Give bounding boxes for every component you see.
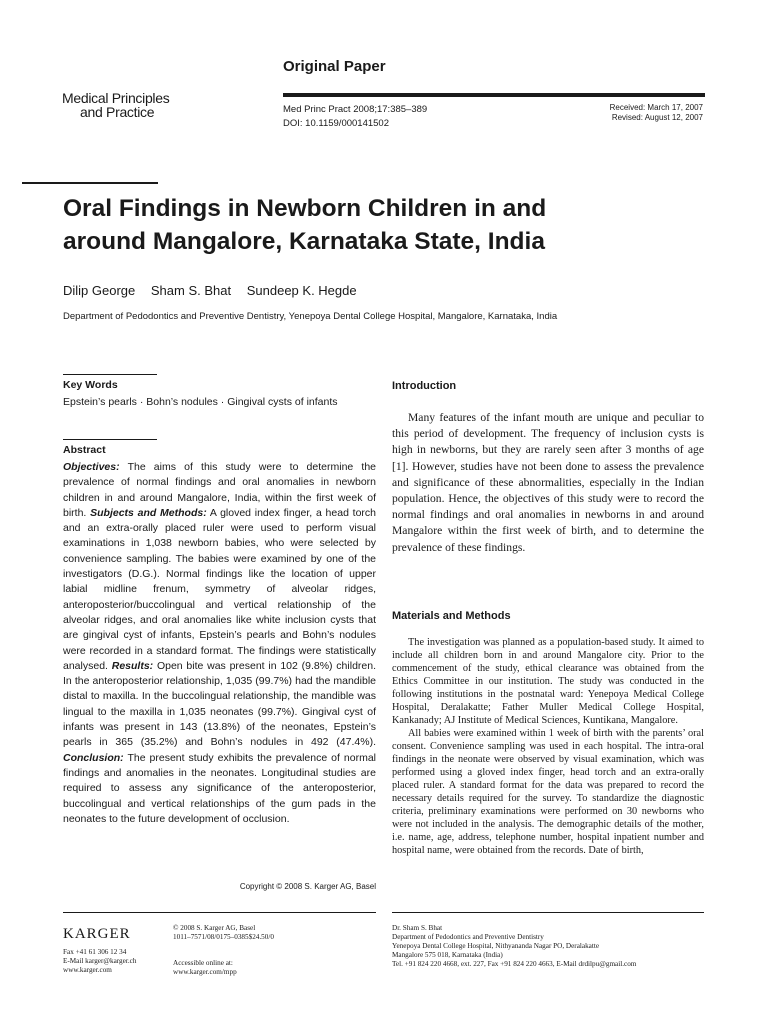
abstract-body xyxy=(63,460,376,827)
online-access xyxy=(173,959,237,977)
publisher-email[interactable]: E-Mail karger@karger.ch xyxy=(63,957,137,965)
publisher-logo: KARGER xyxy=(63,926,131,942)
journal-logo-line1: Medical Principles xyxy=(62,90,170,106)
header-rule xyxy=(283,93,705,97)
paper-type-label: Original Paper xyxy=(283,58,386,75)
introduction-body: Many features of the infant mouth are unique and peculiar to this period of development. The frequency of inclusion cysts is high in newborns, but they are rarely seen after 3 months of age [1]. However, studies have not been done to assess the prevalence and significance of these abnormalities, especially in the Indian population. Hence, the objectives of this study were to record the normal findings and oral anomalies in newborns in and around Mangalore within the first week of birth, and to determine the prevalence of these findings. xyxy=(392,411,704,554)
author-list xyxy=(63,283,369,298)
methods-body xyxy=(392,636,704,857)
results-label: Results: xyxy=(111,659,154,672)
conclusion-text: The present study exhibits the prevalence of normal findings and anomalies in the neonates. Longitudinal studies are required to assess any significance of the anteroposterior, buccolingual and vertical relationships of the gum pads in the neonates to the future development of occlusion. xyxy=(63,751,376,825)
article-title xyxy=(63,192,703,258)
online-access-label: Accessible online at: xyxy=(173,959,233,967)
author-3: Sundeep K. Hegde xyxy=(246,283,357,298)
journal-logo xyxy=(62,91,169,119)
license-info xyxy=(173,924,274,942)
title-line-2: around Mangalore, Karnataka State, India xyxy=(63,228,545,255)
title-rule xyxy=(22,182,158,184)
author-1: Dilip George xyxy=(63,283,136,298)
objectives-label: Objectives: xyxy=(63,461,120,473)
publisher-contact xyxy=(63,948,136,975)
correspondence-address xyxy=(392,924,707,969)
abstract-heading: Abstract xyxy=(63,444,106,456)
introduction-heading: Introduction xyxy=(392,380,457,392)
footer-rule-right xyxy=(392,912,704,913)
publisher-website[interactable]: www.karger.com xyxy=(63,966,112,974)
copyright-notice: Copyright © 2008 S. Karger AG, Basel xyxy=(239,882,376,891)
citation-block xyxy=(283,103,427,131)
corr-department: Department of Pedodontics and Preventive Dentistry xyxy=(392,933,544,941)
abstract-rule xyxy=(63,439,157,440)
citation: Med Princ Pract 2008;17:385–389 xyxy=(283,104,428,115)
conclusion-label: Conclusion: xyxy=(63,751,124,764)
methods-paragraph-1: The investigation was planned as a population-based study. It aimed to include all children born in and around Mangalore city. Prior to the commencement of the study, ethical clearance was obtained from the Ethics Committee in our institution. The study was conducted in the following institutions in the postnatal ward: Yenepoya Medical College Hospital, Deralakatte; Father Muller Medical College Hospital, Kankanady; AJ Institute of Medical Sciences, Kuntikana, Mangalore. xyxy=(392,637,704,726)
journal-logo-line2: and Practice xyxy=(80,104,155,120)
corr-contact: Tel. +91 824 220 4668, ext. 227, Fax +91 824 220 4663, E-Mail drdilpu@gmail.com xyxy=(392,960,637,968)
methods-paragraph-2: All babies were examined within 1 week of birth with the parents’ oral consent. Convenience sampling was used in each hospital. The intra-oral findings in the neonate were observed by visual examination, which was performed using a gloved index finger, head torch and an extra-orally placed ruler. A standard format for the data was prepared to record the necessary details required for the survey. To standardize the diagnostic criteria, preliminary examinations were performed on 30 newborns who were not included in the analysis. The demographic details of the mother, i.e. name, age, address, telephone number, hospital inpatient number and hospital name, were obtained from the records. Date of birth, xyxy=(392,728,704,856)
corr-name: Dr. Sham S. Bhat xyxy=(392,924,443,932)
author-2: Sham S. Bhat xyxy=(150,283,232,298)
footer-rule-left xyxy=(63,912,376,913)
affiliation: Department of Pedodontics and Preventive Dentistry, Yenepoya Dental College Hospital, Mangalore, Karnataka, India xyxy=(63,311,558,322)
online-access-url[interactable]: www.karger.com/mpp xyxy=(173,968,237,976)
keywords-heading: Key Words xyxy=(63,379,118,391)
methods-heading: Materials and Methods xyxy=(392,610,511,622)
title-line-1: Oral Findings in Newborn Children in and xyxy=(63,195,547,222)
results-text: Open bite was present in 102 (9.8%) children. In the anteroposterior relationship, 1,035 (99.7%) had the mandible distal to maxilla. In the buccolingual relationship, the mandible was lingual to the maxilla in 1,035 neonates (99.7%). Gingival cyst of infants was present in 143 (13.8%) of the neonates, Epstein’s pearls in 365 (35.2%) and Bohn’s nodules in 492 (47.4%). xyxy=(63,659,376,749)
corr-address-2: Mangalore 575 018, Karnataka (India) xyxy=(392,951,503,959)
methods-abstract-text: A gloved index finger, a head torch and an extra-orally placed ruler were used to perform visual examinations in 1,038 newborn babies, who were selected by convenience sampling. The babies were examined by one of the investigators (D.G.). Normal findings like the location of upper labial midline frenum, symmetry of alveolar ridges, anteroposterior/buccolingual and vertical relationship of the alveolar ridges, and oral anomalies like white inclusion cysts that are gingival cyst of infants, Epstein’s pearls and Bohn’s nodules were recorded in a standard format. The findings were statistically analysed. xyxy=(63,506,377,672)
keywords-rule xyxy=(63,374,157,375)
keywords-text: Epstein’s pearls · Bohn’s nodules · Gingival cysts of infants xyxy=(63,396,338,408)
publisher-fax: Fax +41 61 306 12 34 xyxy=(63,948,127,956)
methods-label: Subjects and Methods: xyxy=(90,506,207,519)
license-copyright: © 2008 S. Karger AG, Basel xyxy=(173,924,256,932)
objectives-text: The aims of this study were to determine the prevalence of normal findings and oral anomalies in newborn children in and around Mangalore, India, within the first week of birth. xyxy=(63,461,376,519)
license-code: 1011–7571/08/0175–0385$24.50/0 xyxy=(173,933,274,941)
received-date: Received: March 17, 2007 xyxy=(609,103,703,112)
revised-date: Revised: August 12, 2007 xyxy=(611,113,703,122)
doi[interactable]: DOI: 10.1159/000141502 xyxy=(283,118,389,129)
dates-block xyxy=(555,103,703,123)
corr-address-1: Yenepoya Dental College Hospital, Nithyananda Nagar PO, Deralakatte xyxy=(392,942,600,950)
